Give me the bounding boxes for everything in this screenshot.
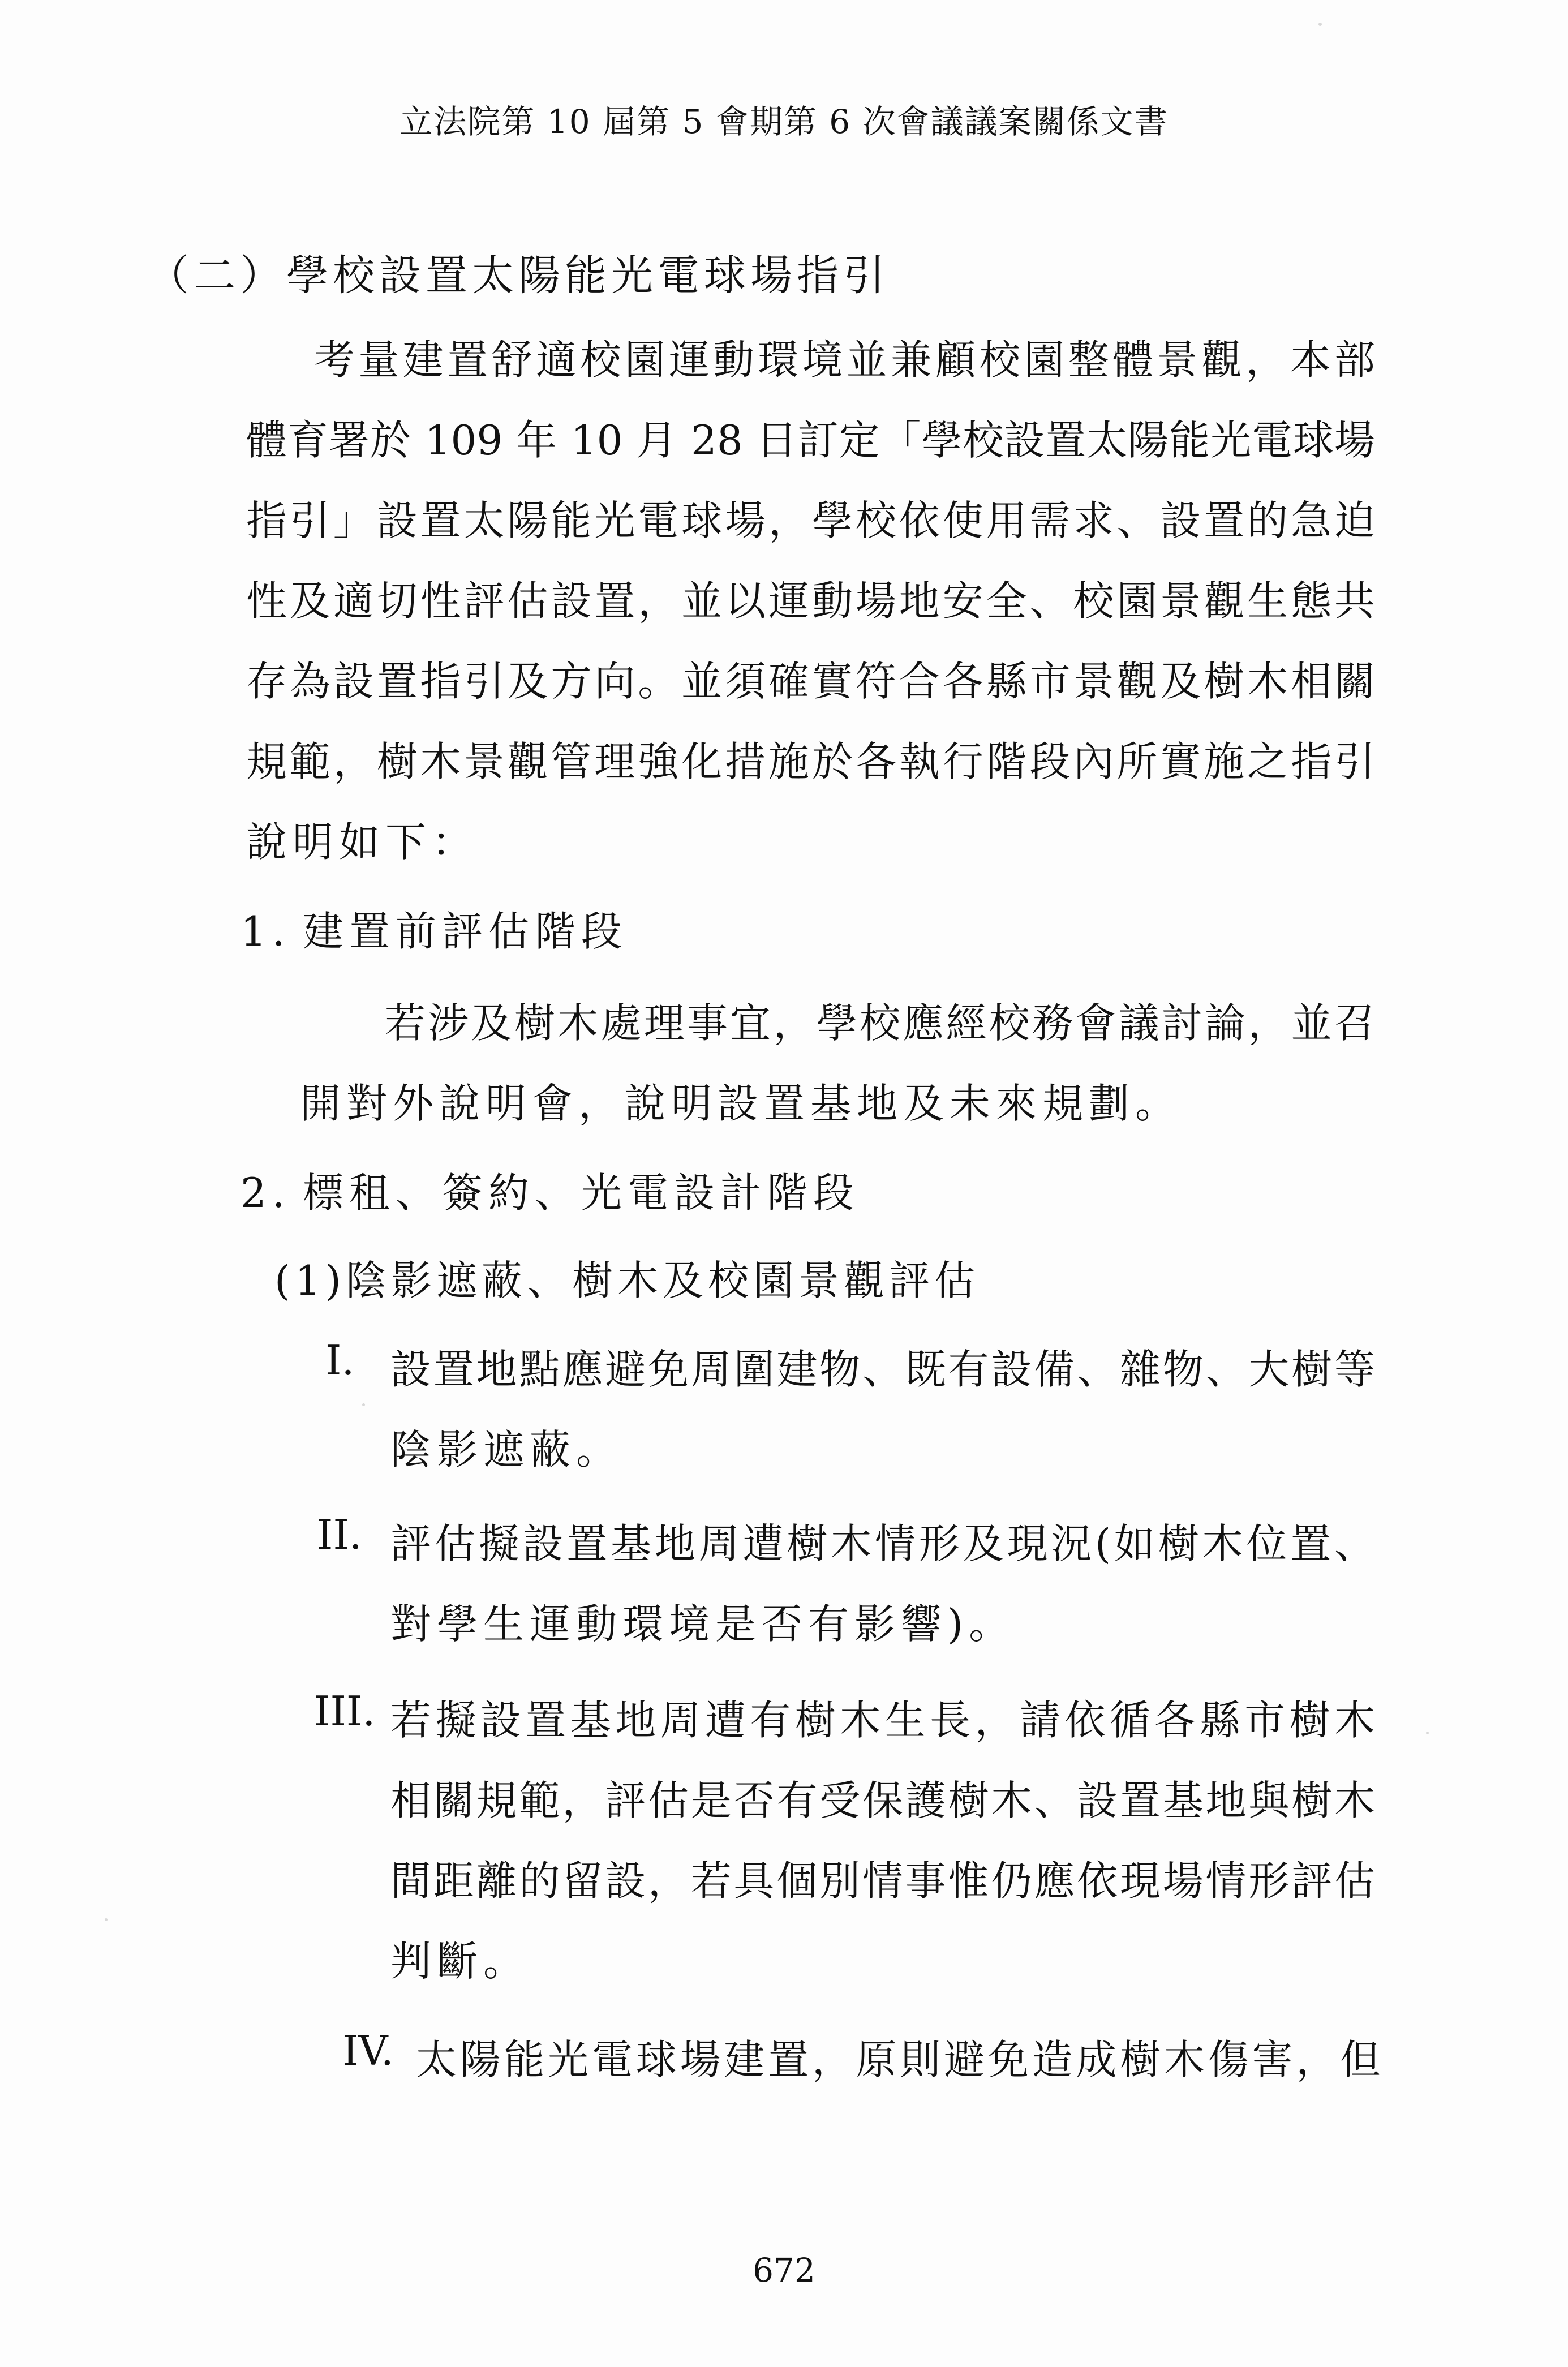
step-2-title: 標租、簽約、光電設計階段 [303, 1169, 860, 1217]
item-3-line: 間距離的留設，若具個別情事惟仍應依現場情形評估 [390, 1857, 1375, 1905]
step-1-heading [240, 899, 628, 957]
item-3-line: 判斷。 [390, 1938, 530, 1985]
item-1-line: 設置地點應避免周圍建物、既有設備、雜物、大樹等 [390, 1346, 1375, 1393]
intro-line: 指引」設置太陽能光電球場，學校依使用需求、設置的急迫 [246, 497, 1375, 544]
item-2-numeral: II. [317, 1511, 362, 1558]
intro-line: 體育署於 109 年 10 月 28 日訂定「學校設置太陽能光電球場 [246, 416, 1375, 464]
step-1-line: 若涉及樹木處理事宜，學校應經校務會議討論，並召 [385, 999, 1375, 1047]
item-3-numeral: III. [314, 1687, 376, 1735]
item-1-numeral: I. [325, 1337, 355, 1384]
intro-line: 考量建置舒適校園運動環境並兼顧校園整體景觀，本部 [314, 336, 1375, 384]
item-2-line: 對學生運動環境是否有影響)。 [390, 1600, 1016, 1648]
page-number: 672 [753, 2251, 815, 2289]
step-1-number: 1. [240, 908, 291, 955]
step-1-title: 建置前評估階段 [303, 908, 628, 955]
intro-line: 規範，樹木景觀管理強化措施於各執行階段內所實施之指引 [246, 738, 1375, 785]
scan-speck [1318, 23, 1322, 26]
scan-speck [1426, 1732, 1429, 1734]
step-2-heading [240, 1160, 860, 1219]
intro-line: 存為設置指引及方向。並須確實符合各縣市景觀及樹木相關 [246, 658, 1375, 705]
item-1-line: 陰影遮蔽。 [390, 1426, 623, 1474]
step-1-line: 開對外說明會，說明設置基地及未來規劃。 [300, 1080, 1182, 1127]
intro-line: 性及適切性評估設置，並以運動場地安全、校園景觀生態共 [246, 577, 1375, 625]
step-2-subheading: (1)陰影遮蔽、樹木及校園景觀評估 [274, 1257, 980, 1304]
item-4-line: 太陽能光電球場建置，原則避免造成樹木傷害，但 [416, 2036, 1381, 2084]
section-title: （二）學校設置太陽能光電球場指引 [147, 251, 890, 300]
document-header: 立法院第 10 屆第 5 會期第 6 次會議議案關係文書 [399, 102, 1169, 141]
item-4-numeral: IV. [342, 2027, 394, 2074]
intro-line: 說明如下： [246, 818, 479, 866]
item-3-line: 若擬設置基地周遭有樹木生長，請依循各縣市樹木 [390, 1696, 1375, 1744]
scan-speck [105, 1918, 108, 1921]
scan-speck [362, 1403, 365, 1406]
item-2-line: 評估擬設置基地周遭樹木情形及現況(如樹木位置、 [390, 1520, 1375, 1567]
step-2-number: 2. [240, 1169, 291, 1217]
item-3-line: 相關規範，評估是否有受保護樹木、設置基地與樹木 [390, 1777, 1375, 1824]
